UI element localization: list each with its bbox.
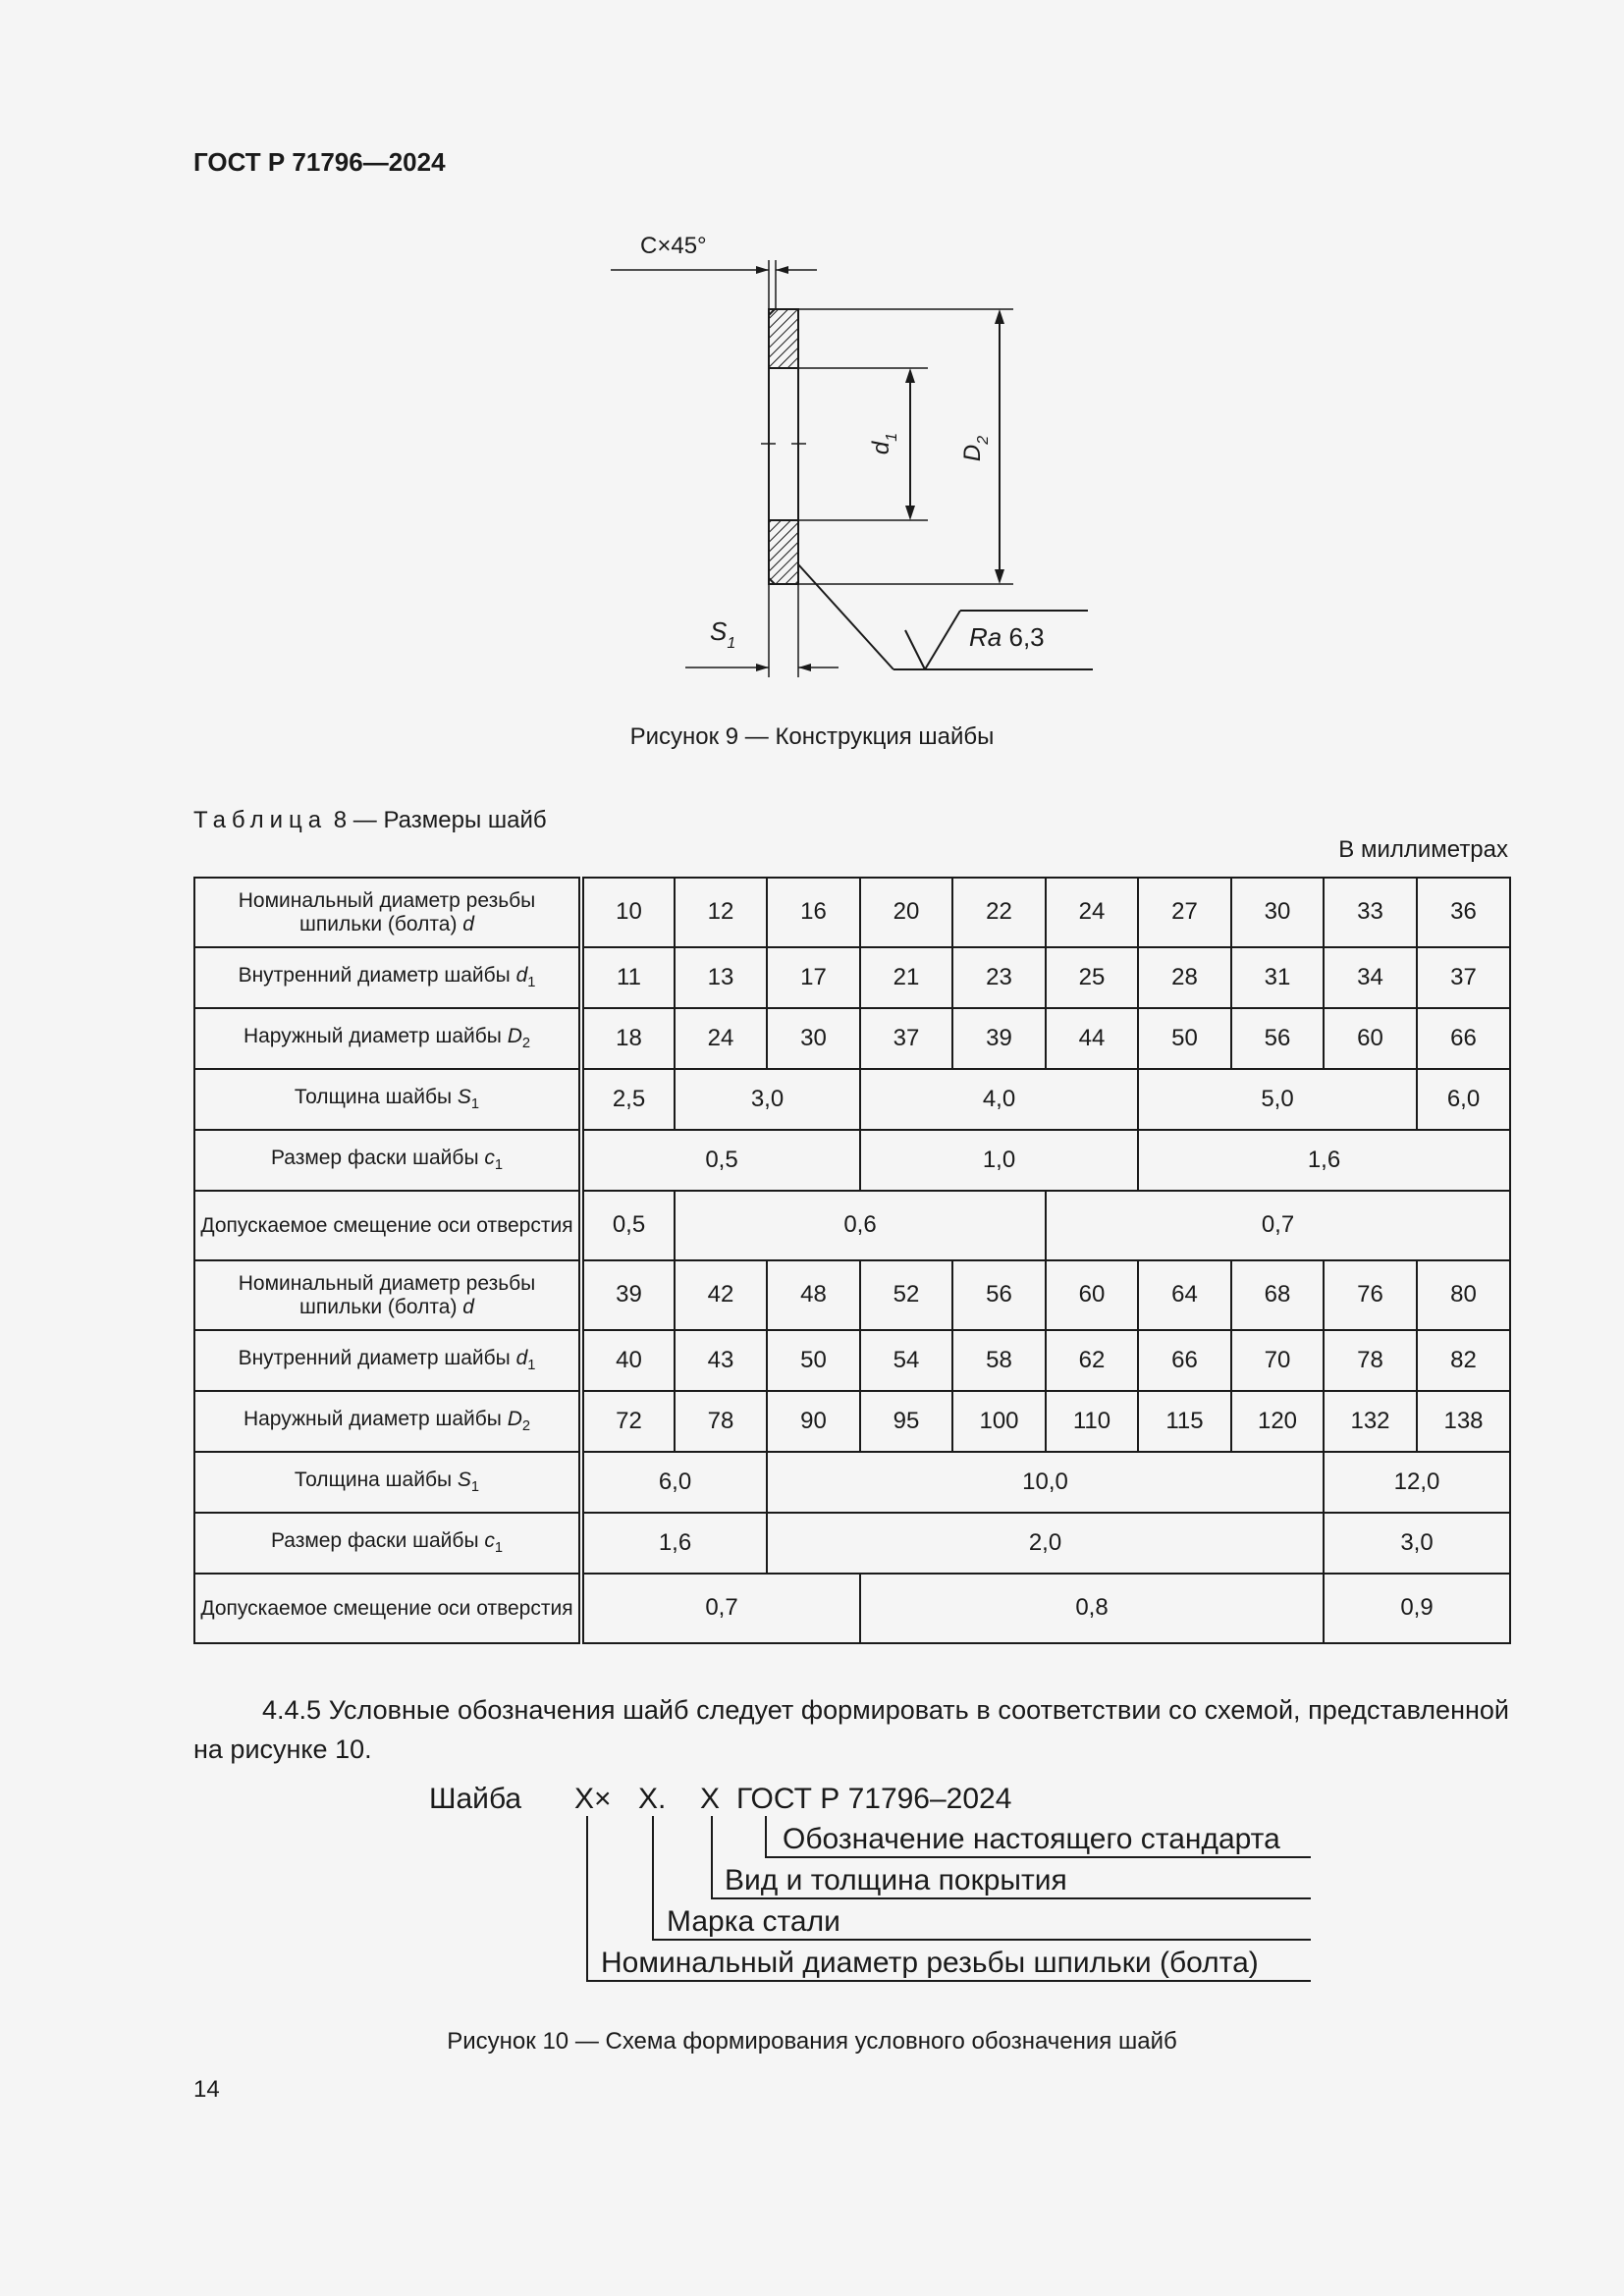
table-cell: 0,7 [1046,1191,1510,1260]
roughness-prefix: Ra [969,622,1002,652]
s1-subscript: 1 [727,635,736,652]
table-cell: 52 [860,1260,952,1330]
row-label: Внутренний диаметр шайбы $d_1$ [194,947,581,1008]
row-label: Толщина шайбы $S_1$ [194,1069,581,1130]
table-cell: 17 [767,947,860,1008]
table-cell: 82 [1417,1330,1510,1391]
table-cell: 0,8 [860,1574,1324,1643]
table-title-rest: 8 — Размеры шайб [333,807,547,833]
table-row [194,1513,1510,1574]
table-cell: 10,0 [767,1452,1324,1513]
table-cell: 37 [1417,947,1510,1008]
D2-subscript: 2 [975,435,992,445]
table-row [194,947,1510,1008]
table-row [194,1191,1510,1260]
table-row [194,1391,1510,1452]
table-cell: 72 [581,1391,675,1452]
table-cell: 25 [1046,947,1138,1008]
table-cell: 37 [860,1008,952,1069]
washer-drawing [589,216,1139,687]
page-number: 14 [193,2076,220,2103]
scheme-line-standard: Обозначение настоящего стандарта [783,1823,1280,1855]
row-label: Номинальный диаметр резьбы шпильки (болта) d [194,1260,581,1330]
table-cell: 1,6 [1138,1130,1510,1191]
washer-dimensions-table [193,877,1511,1644]
table-cell: 11 [581,947,675,1008]
table-cell: 64 [1138,1260,1231,1330]
row-label: Размер фаски шайбы $c_1$ [194,1513,581,1574]
D2-label: D [959,444,986,462]
table-title-word: Таблица [193,807,328,833]
table-cell: 12 [675,878,767,947]
table-cell: 60 [1324,1008,1417,1069]
d1-subscript: 1 [884,432,900,442]
table-cell: 138 [1417,1391,1510,1452]
table-cell: 30 [1231,878,1324,947]
scheme-line-diameter: Номинальный диаметр резьбы шпильки (болта) [601,1947,1259,1979]
figure10-caption: Рисунок 10 — Схема формирования условного обозначения шайб [447,2028,1177,2055]
table-cell: 27 [1138,878,1231,947]
table-cell: 78 [1324,1330,1417,1391]
table-cell: 80 [1417,1260,1510,1330]
table-cell: 0,9 [1324,1574,1510,1643]
table-cell: 54 [860,1330,952,1391]
scheme-part-diameter: X× [574,1783,612,1815]
table-cell: 31 [1231,947,1324,1008]
table-cell: 110 [1046,1391,1138,1452]
scheme-part-steel: X. [638,1783,667,1815]
table-cell: 1,0 [860,1130,1138,1191]
scheme-standard: ГОСТ Р 71796–2024 [736,1783,1012,1815]
scheme-line-steel: Марка стали [667,1905,840,1938]
table-row [194,878,1510,947]
row-label: Внутренний диаметр шайбы $d_1$ [194,1330,581,1391]
table-cell: 132 [1324,1391,1417,1452]
table-cell: 16 [767,878,860,947]
table-cell: 0,6 [675,1191,1046,1260]
table-cell: 68 [1231,1260,1324,1330]
table-cell: 58 [952,1330,1046,1391]
table-cell: 78 [675,1391,767,1452]
table-cell: 42 [675,1260,767,1330]
row-label: Наружный диаметр шайбы $D_2$ [194,1008,581,1069]
table-row [194,1452,1510,1513]
row-label: Допускаемое смещение оси отверстия [194,1191,581,1260]
table-row [194,1260,1510,1330]
table-cell: 39 [581,1260,675,1330]
designation-scheme [412,1775,1335,2010]
table-cell: 56 [1231,1008,1324,1069]
table-row [194,1130,1510,1191]
table-cell: 5,0 [1138,1069,1417,1130]
table-cell: 23 [952,947,1046,1008]
scheme-part-coating: X [700,1783,721,1815]
table-cell: 0,5 [581,1191,675,1260]
table-cell: 44 [1046,1008,1138,1069]
figure9-caption: Рисунок 9 — Конструкция шайбы [629,723,995,750]
table-row [194,1069,1510,1130]
table-cell: 2,5 [581,1069,675,1130]
svg-text:Ra 6,3 [969,622,1045,652]
table-cell: 50 [1138,1008,1231,1069]
table-cell: 18 [581,1008,675,1069]
d1-label: d [868,441,894,455]
scheme-line-coating: Вид и толщина покрытия [725,1864,1067,1896]
table-cell: 22 [952,878,1046,947]
svg-text:D2 [959,436,992,461]
table-cell: 3,0 [1324,1513,1510,1574]
row-label: Номинальный диаметр резьбы шпильки (болта) d [194,878,581,947]
paragraph-4-4-5: 4.4.5 Условные обозначения шайб следует формировать в соответствии со схемой, представленной на рисунке 10. [193,1695,1509,1764]
table-cell: 4,0 [860,1069,1138,1130]
table-cell: 40 [581,1330,675,1391]
table-cell: 66 [1138,1330,1231,1391]
svg-text:S1 [710,616,735,652]
table-cell: 115 [1138,1391,1231,1452]
table-cell: 120 [1231,1391,1324,1452]
washer-upper-section [769,309,798,368]
row-label: Наружный диаметр шайбы $D_2$ [194,1391,581,1452]
svg-text:d1 [868,433,900,454]
table-row [194,1330,1510,1391]
table-cell: 1,6 [581,1513,767,1574]
table-cell: 33 [1324,878,1417,947]
table-units: В миллиметрах [1338,836,1508,863]
table-cell: 28 [1138,947,1231,1008]
table-cell: 48 [767,1260,860,1330]
table-cell: 76 [1324,1260,1417,1330]
table-cell: 0,7 [581,1574,860,1643]
table-cell: 34 [1324,947,1417,1008]
table-row [194,1574,1510,1643]
washer-lower-section [769,520,798,584]
table-cell: 90 [767,1391,860,1452]
table-cell: 39 [952,1008,1046,1069]
table-cell: 100 [952,1391,1046,1452]
table-cell: 66 [1417,1008,1510,1069]
table-cell: 62 [1046,1330,1138,1391]
table-cell: 43 [675,1330,767,1391]
table-cell: 95 [860,1391,952,1452]
row-label: Допускаемое смещение оси отверстия [194,1574,581,1643]
row-label: Толщина шайбы $S_1$ [194,1452,581,1513]
table-cell: 50 [767,1330,860,1391]
table-cell: 24 [1046,878,1138,947]
table-cell: 3,0 [675,1069,860,1130]
table-cell: 0,5 [581,1130,860,1191]
table-cell: 30 [767,1008,860,1069]
table-cell: 12,0 [1324,1452,1510,1513]
s1-label: S [710,616,728,646]
table-title [193,807,547,834]
table-cell: 13 [675,947,767,1008]
table-cell: 21 [860,947,952,1008]
table-cell: 10 [581,878,675,947]
chamfer-label: C×45° [640,233,707,259]
table-cell: 6,0 [1417,1069,1510,1130]
table-cell: 60 [1046,1260,1138,1330]
table-cell: 20 [860,878,952,947]
table-cell: 6,0 [581,1452,767,1513]
table-cell: 24 [675,1008,767,1069]
scheme-word: Шайба [429,1783,522,1815]
table-row [194,1008,1510,1069]
document-header: ГОСТ Р 71796—2024 [193,147,446,177]
table-cell: 36 [1417,878,1510,947]
table-cell: 2,0 [767,1513,1324,1574]
row-label: Размер фаски шайбы $c_1$ [194,1130,581,1191]
table-cell: 56 [952,1260,1046,1330]
table-cell: 70 [1231,1330,1324,1391]
roughness-value: 6,3 [1008,622,1045,652]
